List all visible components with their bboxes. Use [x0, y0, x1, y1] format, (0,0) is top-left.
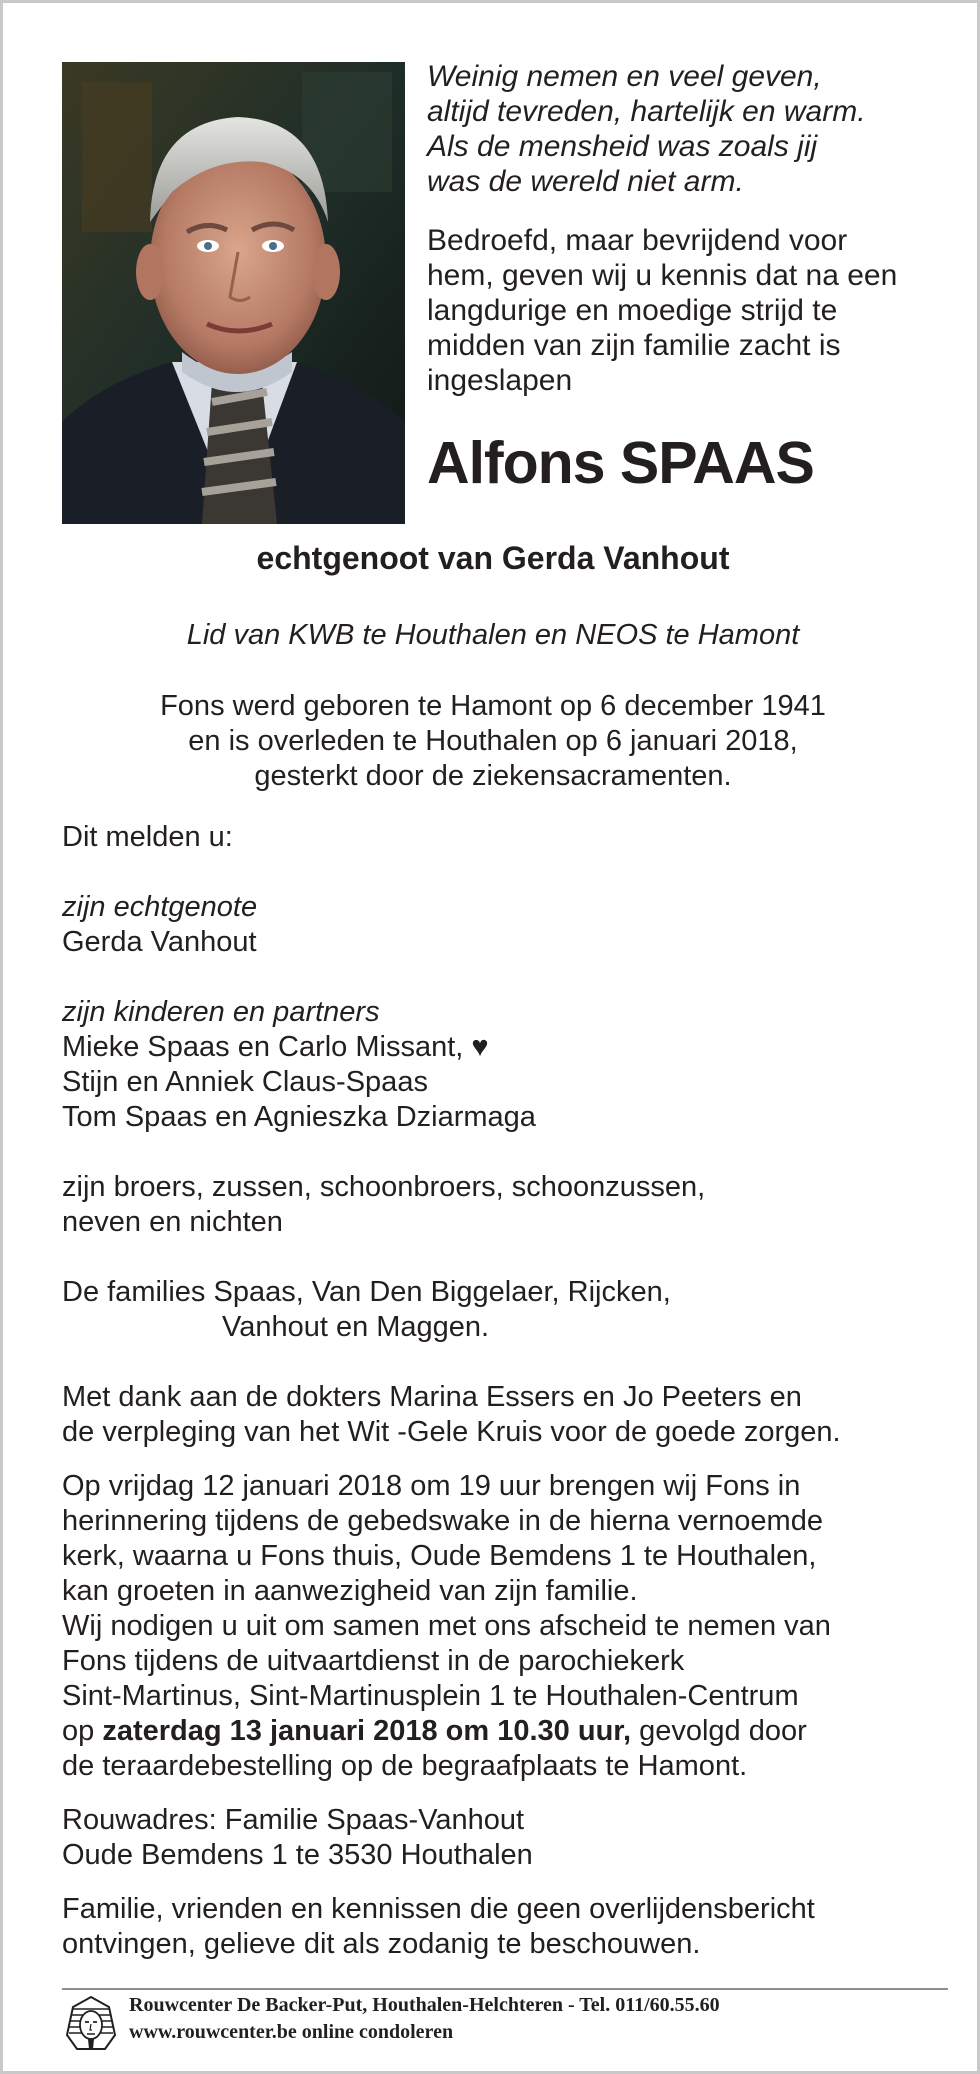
closing-line: ontvingen, gelieve dit als zodanig te beschouwen.: [62, 1928, 701, 1960]
families-line: De families Spaas, Van Den Biggelaer, Rijcken,: [62, 1276, 671, 1308]
ceremony-date-line: [62, 1714, 962, 1749]
memorial-poem: [427, 59, 947, 199]
birth-line: gesterkt door de ziekensacramenten.: [254, 760, 732, 792]
ceremony-line: kerk, waarna u Fons thuis, Oude Bemdens 1 te Houthalen,: [62, 1540, 817, 1572]
portrait-image: [62, 62, 405, 524]
siblings-line: neven en nichten: [62, 1206, 283, 1238]
funeral-home-info: [129, 1992, 720, 2046]
poem-line: altijd tevreden, hartelijk en warm.: [427, 95, 866, 128]
intro-line: midden van zijn familie zacht is: [427, 329, 841, 362]
footer-divider: [62, 1988, 948, 1990]
ceremony-line: kan groeten in aanwezigheid van zijn familie.: [62, 1575, 638, 1607]
siblings-line: zijn broers, zussen, schoonbroers, schoonzussen,: [62, 1171, 706, 1203]
thanks-line: de verpleging van het Wit -Gele Kruis voor de goede zorgen.: [62, 1416, 841, 1448]
closing-line: Familie, vrienden en kennissen die geen overlijdensbericht: [62, 1893, 815, 1925]
address-line: Rouwadres: Familie Spaas-Vanhout: [62, 1804, 525, 1836]
ceremony-line: Op vrijdag 12 januari 2018 om 19 uur brengen wij Fons in: [62, 1470, 801, 1502]
child-entry: Tom Spaas en Agnieszka Dziarmaga: [62, 1101, 536, 1133]
birth-line: en is overleden te Houthalen op 6 januari 2018,: [188, 725, 798, 757]
intro-line: ingeslapen: [427, 364, 573, 397]
families-line: Vanhout en Maggen.: [222, 1311, 490, 1343]
children-heading: zijn kinderen en partners: [62, 996, 380, 1028]
deceased-name: Alfons SPAAS: [427, 430, 814, 496]
intro-line: hem, geven wij u kennis dat na een: [427, 259, 898, 292]
pharaoh-logo-icon: [65, 1995, 117, 2053]
address-line: Oude Bemdens 1 te 3530 Houthalen: [62, 1839, 533, 1871]
intro-line: langdurige en moedige strijd te: [427, 294, 838, 327]
birth-death-info: [3, 689, 980, 794]
funeral-home-line: Rouwcenter De Backer-Put, Houthalen-Helchteren - Tel. 011/60.55.60: [129, 1994, 720, 2016]
obituary-body: [62, 820, 962, 1962]
poem-line: Als de mensheid was zoals jij: [427, 130, 818, 163]
funeral-date: zaterdag 13 januari 2018 om 10.30 uur,: [102, 1715, 632, 1747]
poem-line: was de wereld niet arm.: [427, 165, 744, 198]
membership-line: Lid van KWB te Houthalen en NEOS te Hamont: [186, 619, 800, 651]
birth-line: Fons werd geboren te Hamont op 6 december 1941: [160, 690, 826, 722]
ceremony-line: de teraardebestelling op de begraafplaats te Hamont.: [62, 1750, 748, 1782]
spouse-line: echtgenoot van Gerda Vanhout: [256, 540, 730, 576]
date-prefix: op: [62, 1715, 103, 1747]
funeral-home-website[interactable]: www.rouwcenter.be online condoleren: [129, 2021, 454, 2043]
announce-line: Dit melden u:: [62, 821, 233, 853]
ceremony-line: Fons tijdens de uitvaartdienst in de parochiekerk: [62, 1645, 685, 1677]
date-suffix: gevolgd door: [631, 1715, 807, 1747]
thanks-line: Met dank aan de dokters Marina Essers en Jo Peeters en: [62, 1381, 802, 1413]
intro-line: Bedroefd, maar bevrijdend voor: [427, 224, 848, 257]
child-entry: Stijn en Anniek Claus-Spaas: [62, 1066, 428, 1098]
intro-text: [427, 223, 947, 398]
ceremony-line: herinnering tijdens de gebedswake in de hierna vernoemde: [62, 1505, 823, 1537]
child-entry: Mieke Spaas en Carlo Missant, ♥: [62, 1031, 489, 1063]
ceremony-line: Wij nodigen u uit om samen met ons afscheid te nemen van: [62, 1610, 831, 1642]
spouse-name: Gerda Vanhout: [62, 926, 257, 958]
portrait-photo: [62, 62, 405, 524]
ceremony-line: Sint-Martinus, Sint-Martinusplein 1 te Houthalen-Centrum: [62, 1680, 799, 1712]
spouse-heading: zijn echtgenote: [62, 891, 258, 923]
poem-line: Weinig nemen en veel geven,: [427, 60, 822, 93]
